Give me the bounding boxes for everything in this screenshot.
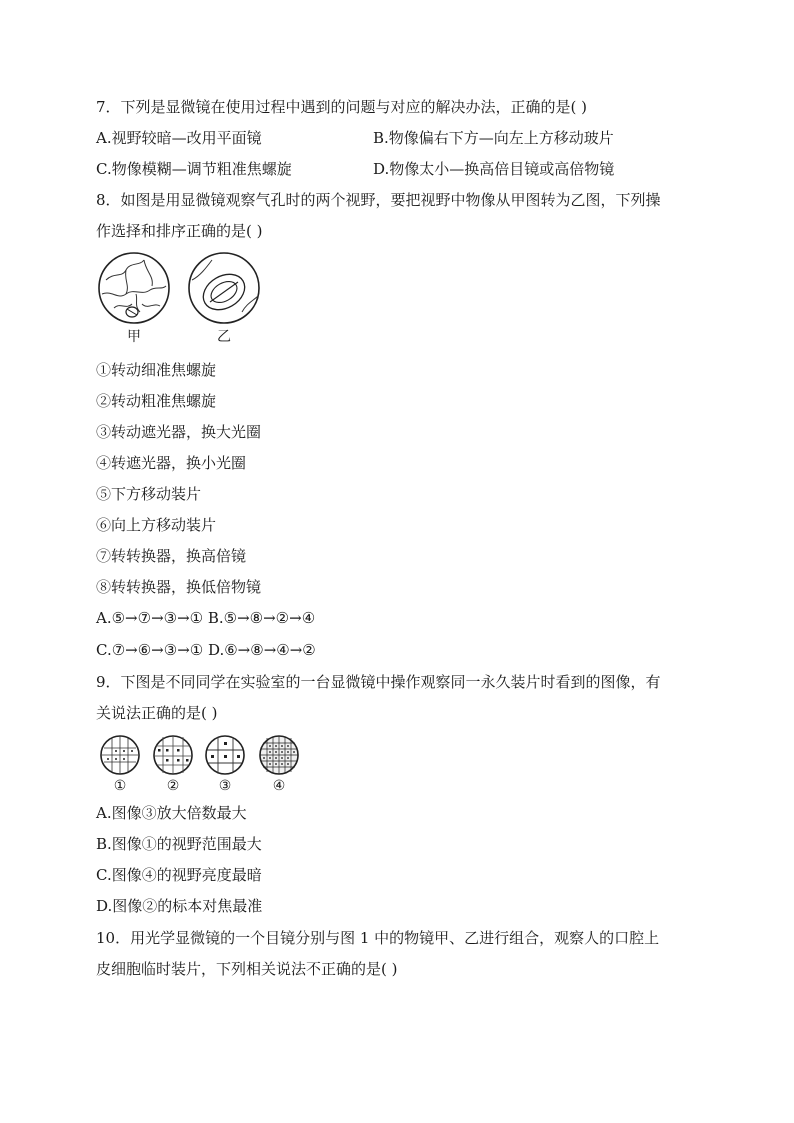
q9-figure-label-4: ④ [272,778,286,794]
q7-option-c: C.物像模糊—调节粗准焦螺旋 [96,160,292,178]
q9-option-a: A.图像③放大倍数最大 [96,804,247,822]
q8-figure-label-yi: 乙 [217,329,231,345]
q9-option-b: B.图像①的视野范围最大 [96,835,262,853]
q9-figure-label-1: ① [113,778,127,794]
q7-stem: 7．下列是显微镜在使用过程中遇到的问题与对应的解决办法，正确的是( ) [96,98,588,116]
q9-stem-line1: 9．下图是不同同学在实验室的一台显微镜中操作观察同一永久装片时看到的图像，有 [96,673,661,691]
q8-step-1: ①转动细准焦螺旋 [96,361,217,379]
q10-stem-line1: 10．用光学显微镜的一个目镜分别与图 1 中的物镜甲、乙进行组合，观察人的口腔上 [96,929,660,947]
q10-stem-line2: 皮细胞临时装片，下列相关说法不正确的是( ) [96,960,398,978]
q8-options-row1: A.⑤→⑦→③→① B.⑤→⑧→②→④ [96,609,316,627]
q8-step-4: ④转遮光器，换小光圈 [96,454,247,472]
q8-step-3: ③转动遮光器，换大光圈 [96,423,262,441]
q8-stem-line1: 8．如图是用显微镜观察气孔时的两个视野，要把视野中物像从甲图转为乙图，下列操 [96,191,661,209]
q9-option-c: C.图像④的视野亮度最暗 [96,866,262,884]
q8-step-6: ⑥向上方移动装片 [96,516,217,534]
q8-stem-line2: 作选择和排序正确的是( ) [96,222,263,240]
q9-figure-label-3: ③ [218,778,232,794]
q8-step-5: ⑤下方移动装片 [96,485,202,503]
q7-options-row1 [96,128,696,148]
q8-options-row2: C.⑦→⑥→③→① D.⑥→⑧→④→② [96,641,316,659]
q7-option-b: B.物像偏右下方—向左上方移动玻片 [373,129,614,147]
q7-options-row2 [96,159,696,179]
field-4 [260,736,298,774]
q7-option-a: A.视野较暗—改用平面镜 [96,129,262,147]
q9-figure-label-2: ② [166,778,180,794]
field-2 [154,736,192,774]
q9-stem-line2: 关说法正确的是( ) [96,704,218,722]
field-jia [99,253,169,323]
field-3 [206,736,244,774]
q9-option-d: D.图像②的标本对焦最准 [96,897,263,915]
q8-step-2: ②转动粗准焦螺旋 [96,392,217,410]
q7-option-d: D.物像太小—换高倍目镜或高倍物镜 [373,160,615,178]
field-1 [101,736,139,774]
q8-step-7: ⑦转转换器，换高倍镜 [96,547,247,565]
q8-step-8: ⑧转转换器，换低倍物镜 [96,578,262,596]
q8-figure-label-jia: 甲 [127,329,141,345]
field-yi [189,253,259,323]
q9-figure-fields [96,734,316,780]
